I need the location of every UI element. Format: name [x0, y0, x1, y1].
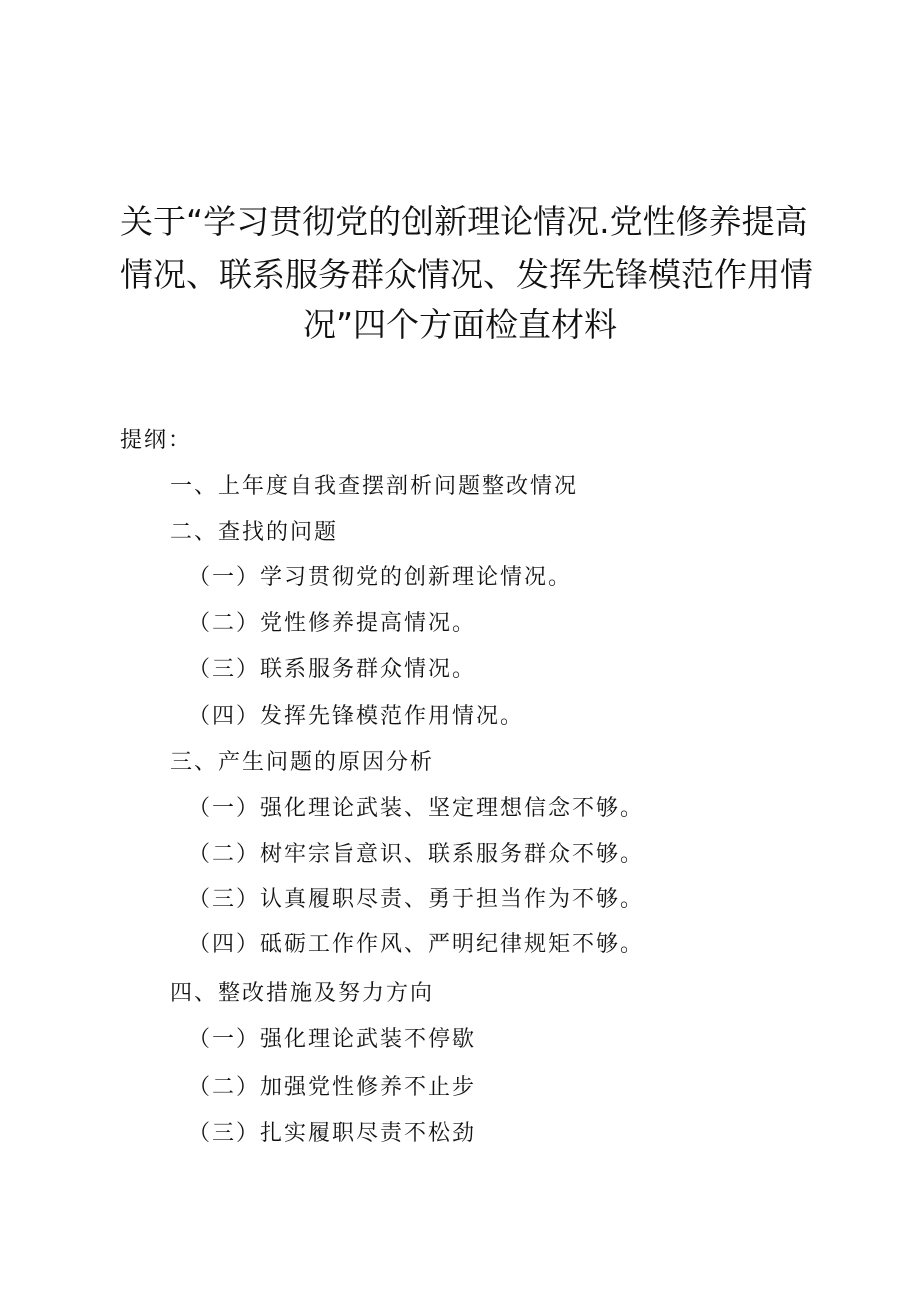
- outline-item-3-4: （四）砥砺工作作风、严明纪律规矩不够。: [188, 932, 645, 957]
- outline-item-2-2: （二）党性修养提高情况。: [188, 611, 477, 636]
- outline-item-2-1: （一）学习贯彻党的创新理论情况。: [188, 565, 573, 590]
- outline-item-4-2: （二）加强党性修养不止步: [188, 1075, 477, 1100]
- title-line-1: 关于“学习贯彻党的创新理论情况.党性修养提高: [120, 202, 808, 241]
- outline-item-4-3: （三）扎实履职尽责不松劲: [188, 1121, 477, 1146]
- outline-item-3-2: （二）树牢宗旨意识、联系服务群众不够。: [188, 842, 645, 867]
- outline-item-3-3: （三）认真履职尽责、勇于担当作为不够。: [188, 887, 645, 912]
- outline-item-3-1: （一）强化理论武装、坚定理想信念不够。: [188, 796, 645, 821]
- outline-section-1: 一、上年度自我查摆剖析问题整改情况: [170, 474, 579, 499]
- outline-heading: 提纲：: [120, 428, 193, 453]
- outline-item-4-1: （一）强化理论武装不停歇: [188, 1027, 477, 1052]
- outline-section-4: 四、整改措施及努力方向: [170, 981, 435, 1006]
- outline-item-2-4: （四）发挥先锋模范作用情况。: [188, 704, 525, 729]
- outline-section-3: 三、产生问题的原因分析: [170, 750, 435, 775]
- title-line-3: 况”四个方面检直材料: [302, 305, 618, 344]
- outline-section-2: 二、查找的问题: [170, 520, 339, 545]
- outline-item-2-3: （三）联系服务群众情况。: [188, 657, 477, 682]
- title-line-2: 情况、联系服务群众情况、发挥先锋模范作用情: [120, 255, 813, 294]
